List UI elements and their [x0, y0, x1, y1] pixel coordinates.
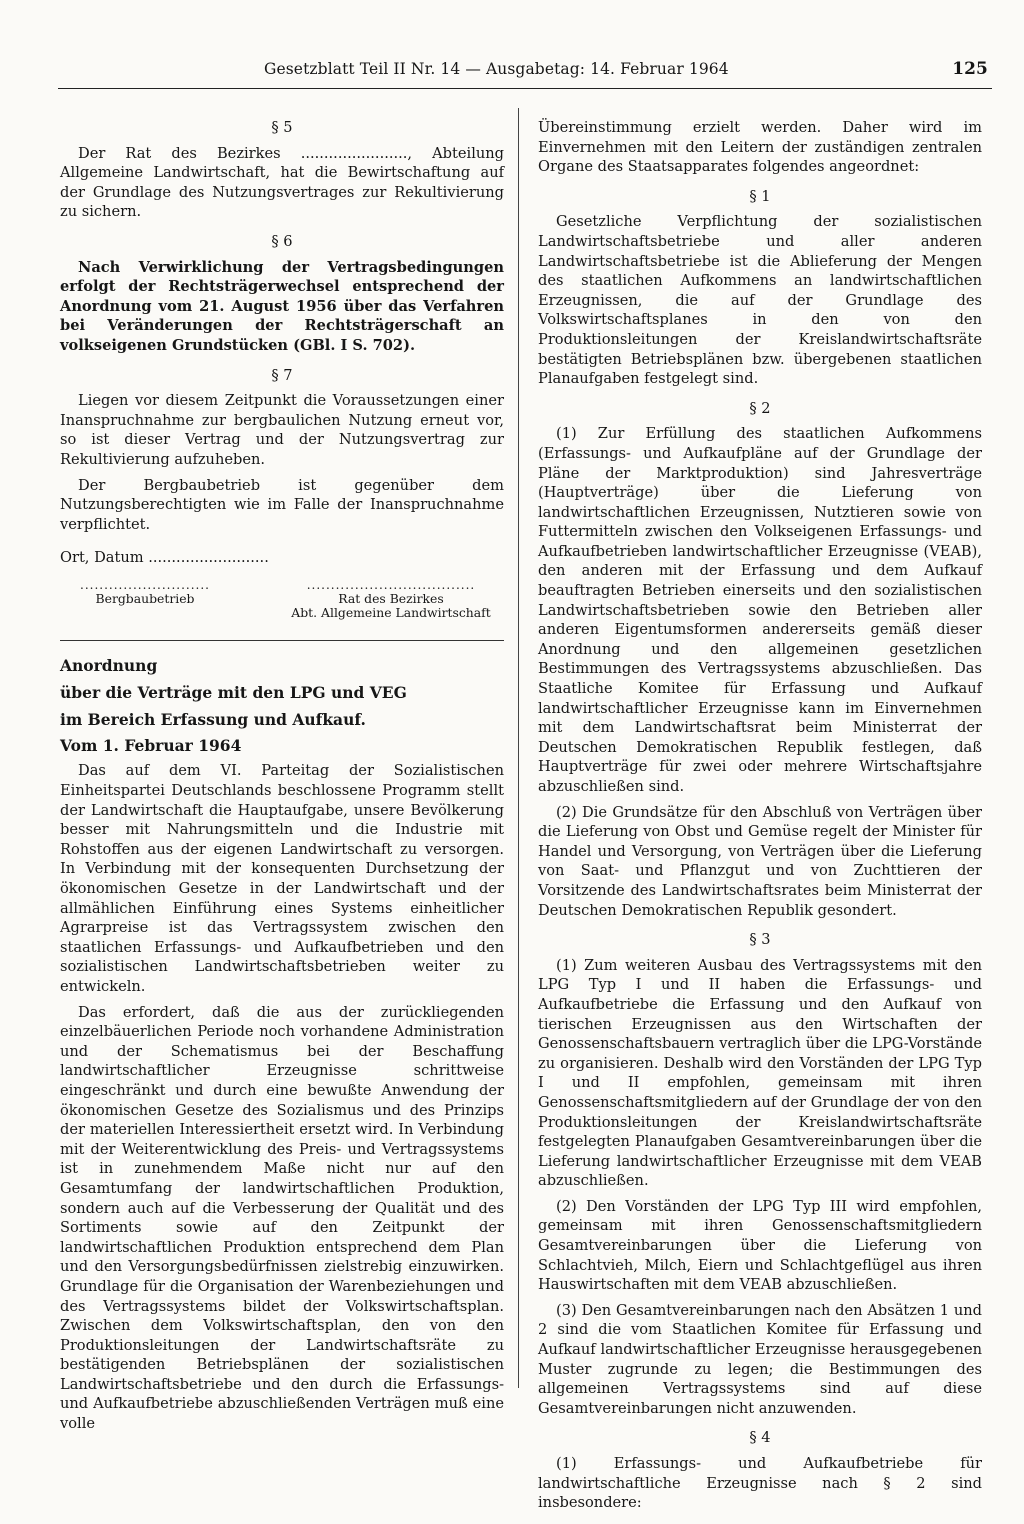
section-4-heading: § 4	[749, 1429, 771, 1447]
section-4-para-1: (1) Erfassungs- und Aufkaufbetriebe für landwirtschaftliche Erzeugnisse nach § 2 sind insbesondere:	[538, 1455, 982, 1512]
signature-label-2b: Abt. Allgemeine Landwirtschaft	[291, 604, 491, 620]
signature-mining-company	[60, 578, 230, 606]
section-3-para-3: (3) Den Gesamtvereinbarungen nach den Absätzen 1 und 2 sind die vom Staatlichen Komitee für Erfassung und Aufkauf landwirtschaftlicher Erzeugnisse herausgegebenen Muster zugrunde zu legen; die Bestimmungen des allgemeinen Vertragssystems sind auf diese Gesamtvereinbarungen nicht anzuwenden.	[538, 1301, 982, 1417]
section-1-heading: § 1	[749, 187, 771, 205]
signature-label-2a: Rat des Bezirkes	[338, 590, 444, 606]
section-7-para-1: Liegen vor diesem Zeitpunkt die Voraussetzungen einer Inanspruchnahme zur bergbaulichen Nutzung erneut vor, so ist dieser Vertrag und der Nutzungsvertrag zur Rekultivierung aufzuheben.	[60, 392, 504, 468]
regulation-title-2: über die Verträge mit den LPG und VEG	[60, 682, 407, 702]
header-rule	[58, 88, 992, 89]
column-divider	[518, 108, 519, 1388]
right-column	[538, 118, 982, 1519]
header-title: Gesetzblatt Teil II Nr. 14 — Ausgabetag: 14. Februar 1964	[264, 60, 729, 78]
section-2-para-1: (1) Zur Erfüllung des staatlichen Aufkommens (Erfassungs- und Aufkaufpläne auf der Grundlage der Pläne der Marktproduktion) sind Jahresverträge (Hauptverträge) über die Lieferung von landwirtschaftlichen Erzeugnissen, Nutztieren sowie von Futtermitteln zwischen den Volkseigenen Erfassungs- und Aufkaufbetrieben landwirtschaftlicher Erzeugnisse (VEAB), den anderen mit der Erfassung und dem Aufkauf beauftragten Betrieben einerseits und den sozialistischen Landwirtschaftsbetrieben sowie den Betrieben aller anderen Eigentumsformen andererseits gemäß dieser Anordnung und den allgemeinen gesetzlichen Bestimmungen des Vertragssystems abzuschließen. Das Staatliche Komitee für Erfassung und Aufkauf landwirtschaftlicher Erzeugnisse kann im Einvernehmen mit dem Landwirtschaftsrat beim Ministerrat der Deutschen Demokratischen Republik festlegen, daß Hauptverträge für zwei oder mehrere Wirtschaftsjahre abzuschließen sind.	[538, 425, 982, 795]
running-header	[264, 60, 992, 84]
section-3-para-2: (2) Den Vorständen der LPG Typ III wird empfohlen, gemeinsam mit ihren Genossenschaftsmitgliedern Gesamtvereinbarungen über die Lieferung von Schlachtvieh, Milch, Eiern und Schlachtgeflügel aus ihren Hauswirtschaften mit dem VEAB abzuschließen.	[538, 1197, 982, 1294]
section-separator	[60, 640, 504, 641]
section-2-heading: § 2	[749, 399, 771, 417]
signature-district-council	[278, 578, 504, 620]
signature-dots-2: ...................................	[306, 577, 476, 592]
preamble-continuation: Übereinstimmung erzielt werden. Daher wird im Einvernehmen mit den Leitern der zuständigen zentralen Organe des Staatsapparates folgendes angeordnet:	[538, 119, 982, 176]
preamble-para-2: Das erfordert, daß die aus der zurückliegenden einzelbäuerlichen Periode noch vorhandene Administration und der Schematismus bei der Beschaffung landwirtschaftlicher Erzeugnisse schrittweise eingeschränkt und durch eine bewußte Anwendung der ökonomischen Gesetze des Sozialismus und des Prinzips der materiellen Interessiertheit ersetzt wird. In Verbindung mit der Weiterentwicklung des Preis- und Vertragssystems ist in zunehmendem Maße nicht nur auf den Gesamtumfang der landwirtschaftlichen Produktion, sondern auch auf die Verbesserung der Qualität und des Sortiments sowie auf den Zeitpunkt der landwirtschaftlichen Produktion entsprechend dem Plan und den Versorgungsbedürfnissen zielstrebig einzuwirken. Grundlage für die Organisation der Warenbeziehungen und des Vertragssystems bildet der Volkswirtschaftsplan. Zwischen dem Volkswirtschaftsplan, den von den Produktionsleitungen der Landwirtschaftsräte zu bestätigenden Betriebsplänen der sozialistischen Landwirtschaftsbetriebe und den durch die Erfassungs- und Aufkaufbetriebe abzuschließenden Verträgen muß eine volle	[60, 1003, 504, 1433]
preamble-para-1: Das auf dem VI. Parteitag der Sozialistischen Einheitspartei Deutschlands beschlossene Programm stellt der Landwirtschaft die Hauptaufgabe, unsere Bevölkerung besser mit Nahrungsmitteln und die Industrie mit Rohstoffen aus der eigenen Landwirtschaft zu versorgen. In Verbindung mit der konsequenten Durchsetzung der ökonomischen Gesetze in der Landwirtschaft und der allmählichen Einführung eines Systems einheitlicher Agrarpreise ist das Vertragssystem zwischen den staatlichen Erfassungs- und Aufkaufbetrieben und den sozialistischen Landwirtschaftsbetrieben weiter zu entwickeln.	[60, 762, 504, 995]
regulation-title-1: Anordnung	[60, 655, 158, 675]
regulation-title-3: im Bereich Erfassung und Aufkauf.	[60, 709, 366, 729]
section-6-heading: § 6	[271, 232, 293, 250]
section-1-text: Gesetzliche Verpflichtung der sozialistischen Landwirtschaftsbetriebe und aller anderen Landwirtschaftsbetriebe ist die Ablieferung der Mengen des staatlichen Aufkommens an landwirtschaftlichen Erzeugnissen, die auf der Grundlage des Volkswirtschaftsplanes in den von den Produktionsleitungen der Kreislandwirtschaftsräte bestätigten Betriebsplänen bzw. übergebenen staatlichen Planaufgaben festgelegt sind.	[538, 213, 982, 388]
signature-label-1: Bergbaubetrieb	[95, 590, 195, 606]
place-date-line: Ort, Datum ..........................	[60, 549, 269, 567]
left-column	[60, 118, 504, 1440]
section-7-heading: § 7	[271, 366, 293, 384]
section-5-text: Der Rat des Bezirkes ......................., Abteilung Allgemeine Landwirtschaft, hat die Bewirtschaftung auf der Grundlage des Nutzungsvertrages zur Rekultivierung zu sichern.	[60, 144, 504, 221]
signature-block	[60, 578, 504, 622]
section-5-heading: § 5	[271, 119, 293, 136]
section-3-heading: § 3	[749, 931, 771, 949]
signature-dots-1: ...........................	[80, 577, 210, 592]
section-6-text: Nach Verwirklichung der Vertragsbedingungen erfolgt der Rechtsträgerwechsel entsprechend der Anordnung vom 21. August 1956 über das Verfahren bei Veränderungen der Rechtsträgerschaft an volkseigenen Grundstücken (GBl. I S. 702).	[60, 258, 504, 354]
regulation-date: Vom 1. Februar 1964	[60, 735, 242, 755]
section-7-para-2: Der Bergbaubetrieb ist gegenüber dem Nutzungsberechtigten wie im Falle der Inanspruchnahme verpflichtet.	[60, 476, 504, 533]
section-3-para-1: (1) Zum weiteren Ausbau des Vertragssystems mit den LPG Typ I und II haben die Erfassungs- und Aufkaufbetriebe die Erfassung und den Aufkauf von tierischen Erzeugnissen aus den Wirtschaften der Genossenschaftsbauern vertraglich über die LPG-Vorstände zu organisieren. Deshalb wird den Vorständen der LPG Typ I und II empfohlen, gemeinsam mit ihren Genossenschaftsmitgliedern auf der Grundlage der von den Produktionsleitungen der Kreislandwirtschaftsräte festgelegten Planaufgaben Gesamtvereinbarungen über die Lieferung landwirtschaftlicher Erzeugnisse mit dem VEAB abzuschließen.	[538, 956, 982, 1190]
page-number: 125	[952, 59, 988, 79]
section-2-para-2: (2) Die Grundsätze für den Abschluß von Verträgen über die Lieferung von Obst und Gemüse regelt der Minister für Handel und Versorgung, von Verträgen über die Lieferung von Saat- und Pflanzgut und von Zuchttieren der Vorsitzende des Landwirtschaftsrates beim Ministerrat der Deutschen Demokratischen Republik gesondert.	[538, 803, 982, 919]
